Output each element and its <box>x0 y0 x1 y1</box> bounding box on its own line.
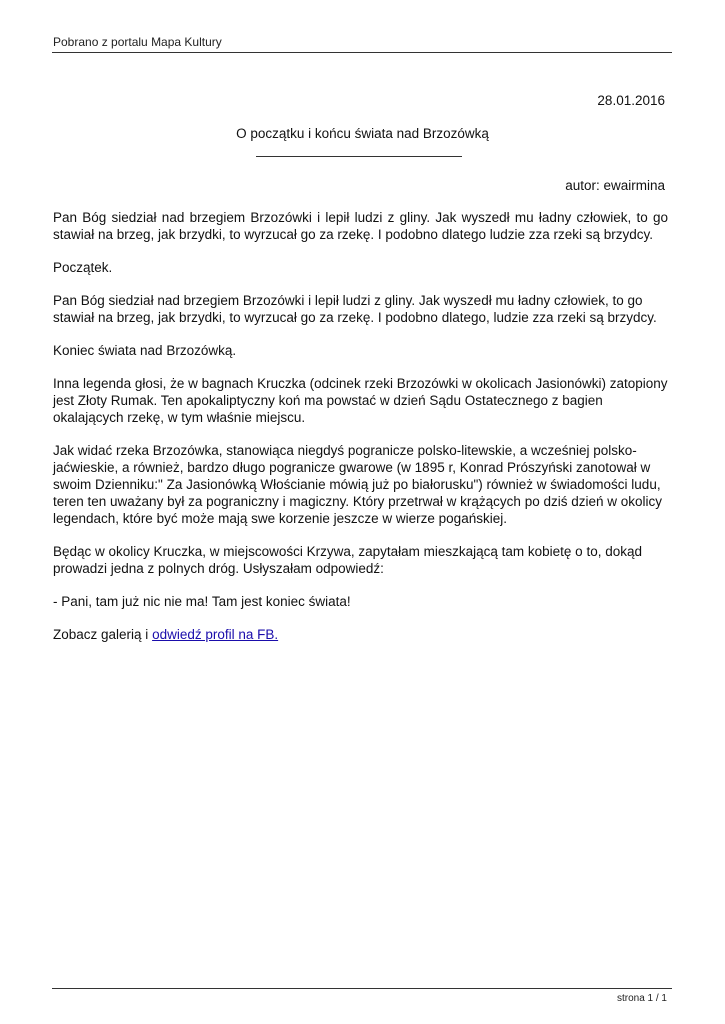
paragraph: - Pani, tam już nic nie ma! Tam jest koniec świata! <box>53 594 351 609</box>
paragraph: Pan Bóg siedział nad brzegiem Brzozówki i lepił ludzi z gliny. Jak wyszedł mu ładny człowiek, to go stawiał na brzeg, jak brzydki, to wyrzucał go za rzekę. I podobno dlatego ludzie zza rzeki są brzydcy. <box>53 210 668 242</box>
page-number: strona 1 / 1 <box>616 993 667 1004</box>
header-divider <box>52 52 672 53</box>
paragraph: Inna legenda głosi, że w bagnach Kruczka (odcinek rzeki Brzozówki w okolicach Jasionówki) zatopiony jest Złoty Rumak. Ten apokaliptyczny koń ma powstać w dzień Sądu Ostatecznego z bagien okalających rzekę, w tym właśnie miejscu. <box>53 376 668 425</box>
paragraph: Koniec świata nad Brzozówką. <box>53 343 237 358</box>
paragraph: Pan Bóg siedział nad brzegiem Brzozówki i lepił ludzi z gliny. Jak wyszedł mu ładny człowiek, to go stawiał na brzeg, jak brzydki, to wyrzucał go za rzekę. I podobno dlatego, ludzie zza rzeki są brzydcy. <box>53 293 657 325</box>
closing-line <box>53 626 668 643</box>
author-line: autor: ewairmina <box>565 178 665 193</box>
header-source: Pobrano z portalu Mapa Kultury <box>53 35 222 49</box>
closing-text: Zobacz galerią i <box>53 627 153 642</box>
paragraph: Jak widać rzeka Brzozówka, stanowiąca niegdyś pogranicze polsko-litewskie, a wcześniej polsko-jaćwieskie, a również, bardzo długo pogranicze gwarowe (w 1895 r, Konrad Prószyński zanotował w swoim Dzienniku:" Za Jasionówką Włościanie mówią już po białorusku") również w świadomości ludu, teren ten uważany był za pograniczny i magiczny. Który przetrwał w krążących po dziś dzień w okolicy legendach, które być może mają swe korzenie jeszcze w wierze pogańskiej. <box>53 443 663 526</box>
paragraph: Początek. <box>53 260 113 275</box>
article-body <box>53 209 668 659</box>
footer-divider <box>52 988 672 989</box>
paragraph: Będąc w okolicy Kruczka, w miejscowości Krzywa, zapytałam mieszkającą tam kobietę o to, dokąd prowadzi jedna z polnych dróg. Usłyszałam odpowiedź: <box>53 544 642 576</box>
page-title: O początku i końcu świata nad Brzozówką <box>236 126 489 141</box>
publication-date: 28.01.2016 <box>597 93 665 108</box>
facebook-profile-link[interactable]: odwiedź profil na FB. <box>152 627 279 642</box>
title-divider <box>256 156 462 157</box>
